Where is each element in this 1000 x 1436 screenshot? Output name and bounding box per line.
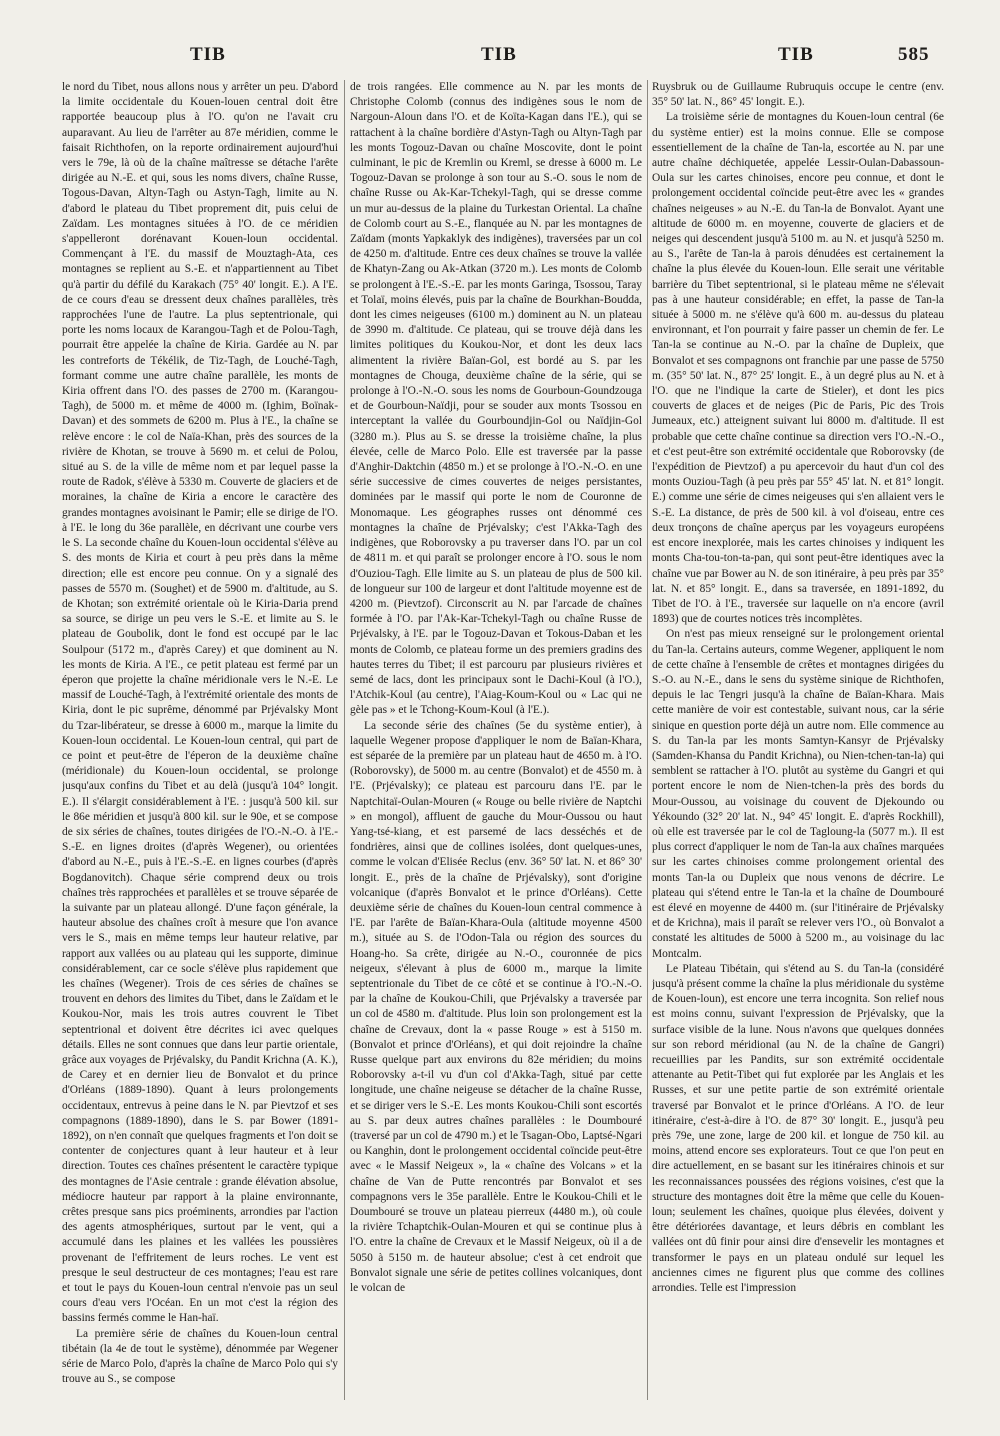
column-divider bbox=[344, 80, 345, 1400]
text-column-2 bbox=[350, 80, 642, 1405]
running-head-left: TIB bbox=[190, 44, 226, 65]
page-number: 585 bbox=[898, 44, 930, 65]
paragraph: le nord du Tibet, nous allons nous y arrêter un peu. D'abord la limite occidentale du Kouen-louen central doit être rapportée beaucoup plus à l'O. qu'on ne l'avait cru auparavant. Au lieu de l'arrêter au 87e méridien, comme le faisait Richthofen, on la reporte ordinairement aujourd'hui vers le 79e, là où de la chaîne maîtresse se détache l'arête dirigée au N.-E. et qui, sous les noms divers, chaîne Russe, Togous-Davan, Altyn-Tagh ou Astyn-Tagh, limite au N. d'abord le plateau du Tibet proprement dit, puis celui de Zaïdam. Les montagnes situées à l'O. de ce méridien s'appelleront dorénavant Kouen-loun occidental. Commençant à l'E. du massif de Mouztagh-Ata, ces montagnes se replient au S.-E. et n'appartiennent au Tibet qu'à partir du défilé du Karakach (75° 40' longit. E.). A l'E. de ce cours d'eau se dressent deux chaînes parallèles, très rapprochées l'une de l'autre. La plus septentrionale, qui porte les noms locaux de Karangou-Tagh et de Polou-Tagh, pourrait être appelée la chaîne de Kiria. Gardée au N. par les contreforts de Tékélik, de Tiz-Tagh, de Louché-Tagh, formant comme une autre chaîne parallèle, les monts de Kiria offrent dans l'O. des passes de 2700 m. (Karangou-Tagh), de 5000 m. et même de 4000 m. (Ighim, Boïnak-Davan) et des sommets de 6200 m. Plus à l'E., la chaîne se relève encore : le col de Naïa-Khan, près des sources de la rivière de Khotan, se trouve à 5690 m. et celui de Polou, situé au S. de la ville de même nom et par lequel passe la route de Radok, s'élève à 5330 m. Couverte de glaciers et de moraines, la chaîne de Kiria a encore le caractère des grandes montagnes avoisinant le Pamir; elle se dirige de l'O. à l'E. le long du 36e parallèle, en décrivant une courbe vers le S. La seconde chaîne du Kouen-loun occidental s'élève au S. des monts de Kiria et court à peu près dans la même direction; elle est encore peu connue. On y a signalé des passes de 5570 m. (Soughet) et de 5900 m. d'altitude, au S. de Khotan; son extrémité orientale où le Kiria-Daria prend sa source, se dirige un peu vers le S.-E. et limite au S. le plateau de Goubolik, dont le fond est occupé par le lac Soulpour (5172 m., d'après Carey) et que dominent au N. les monts de Kiria. A l'E., ce petit plateau est fermé par un éperon que projette la chaîne méridionale vers le N.-E. Le massif de Louché-Tagh, à l'extrémité orientale des monts de Kiria, dont le pic suprême, dénommé par Prjévalsky Mont du Tzar-libérateur, se dresse à 6000 m., marque la limite du Kouen-loun occidental. Le Kouen-loun central, qui part de ce point et peut-être de l'éperon de la deuxième chaîne (méridionale) du Kouen-loun occidental, se prolonge jusqu'aux confins du Tibet et au delà (jusqu'à 104° longit. E.). Il s'élargit considérablement à l'E. : jusqu'à 500 kil. sur le 86e méridien et jusqu'à 800 kil. sur le 90e, et se compose de six séries de chaînes, toutes dirigées de l'O.-N.-O. à l'E.-S.-E. en lignes droites (d'après Wegener), ou orientées d'abord au N.-E., puis à l'E.-S.-E. en lignes courbes (d'après Bogdanovitch). Chaque série comprend deux ou trois chaînes très rapprochées et parallèles et se trouve séparée de la suivante par un plateau allongé. D'une façon générale, la hauteur absolue des chaînes croît à mesure que l'on avance vers le S., mais en même temps leur hauteur relative, par rapport aux vallées ou au plateau qui les supporte, diminue considérablement, car ce socle s'élève plus rapidement que les chaînes (Wegener). Trois de ces séries de chaînes se trouvent en dehors des limites du Tibet, dans le Zaïdam et le Koukou-Nor, mais les trois autres couvrent le Tibet septentrional et doivent être décrites ici avec quelques détails. Elles ne sont connues que dans leur partie orientale, grâce aux voyages de Prjévalsky, du Pandit Krichna (A. K.), de Carey et en dernier lieu de Bonvalot et du prince d'Orléans (1889-1890). Quant à leurs prolongements occidentaux, entrevus à peine dans le N. par Pievtzof et ses compagnons (1889-1890), dans le S. par Bower (1891-1892), on n'en connaît que quelques fragments et l'on doit se contenter de conjectures quant à leur hauteur et à leur direction. Toutes ces chaînes présentent le caractère typique des montagnes de l'Asie centrale : grande élévation absolue, médiocre hauteur par rapport à la plaine environnante, crêtes presque sans pics proéminents, arrondies par l'action des agents atmosphériques, surtout par le vent, qui a accumulé dans les plaines et les vallées les poussières provenant de l'effritement de leurs roches. Le vent est presque le seul destructeur de ces montagnes; l'eau est rare et tout le pays du Kouen-loun central n'envoie pas un seul cours d'eau vers l'Océan. En un mot c'est la région des bassins fermés comme le Han-haï. bbox=[62, 81, 338, 1325]
paragraph: La troisième série de montagnes du Kouen-loun central (6e du système entier) est la moins connue. Elle se compose essentiellement de la chaîne de Tan-la, escortée au N. par une autre chaîne déchiquetée, appelée Lessir-Oulan-Dabassoun-Oula sur les cartes chinoises, encore peu connue, et dont le prolongement occidental coïncide peut-être avec les « grandes chaînes neigeuses » au N.-E. du Tan-la de Bonvalot. Ayant une altitude de 6000 m. en moyenne, couverte de glaciers et de neiges qui descendent jusqu'à 5100 m. au N. et jusqu'à 5250 m. au S., l'arête de Tan-la à parois dénudées est certainement la chaîne la plus élevée du Kouen-loun. Elle serait une véritable barrière du Tibet septentrional, si le plateau même ne s'élevait pas à une hauteur considérable; en effet, la passe de Tan-la située à 5000 m. ne s'élève qu'à 600 m. au-dessus du plateau environnant, et l'on pourrait y faire passer un chemin de fer. Le Tan-la se continue au N.-O. par la chaîne de Dupleix, que Bonvalot et ses compagnons ont franchie par une passe de 5750 m. (35° 50' lat. N., 87° 25' longit. E., à un degré plus au N. et à l'O. que ne l'indique la carte de Stieler), et dont les pics couverts de glaces et de neiges (Pic de Paris, Pic des Trois Jumeaux, etc.) atteignent suivant lui 8000 m. d'altitude. Il est probable que cette chaîne continue sa direction vers l'O.-N.-O., et c'est peut-être son extrémité occidentale que Roborovsky (de l'expédition de Pievtzof) a pu apercevoir du haut d'un col des monts Ouziou-Tagh (à peu près par 55° 45' lat. N. et 81° longit. E.) comme une série de cimes neigeuses qui s'en allaient vers le S.-E. La distance, de près de 500 kil. à vol d'oiseau, entre ces deux tronçons de chaîne aperçus par les voyageurs européens est encore inexplorée, mais les cartes chinoises y indiquent les monts Cha-tou-ton-ta-pan, qui sont peut-être identiques avec la chaîne vue par Bower au N. de son itinéraire, à peu près par 35° lat. N. et 85° longit. E., dans sa traversée, en 1891-1892, du Tibet de l'O. à l'E., traversée sur laquelle on n'a encore (avril 1893) que de courtes notices très incomplètes. bbox=[652, 111, 944, 626]
running-head-center: TIB bbox=[481, 44, 517, 65]
paragraph: La seconde série des chaînes (5e du système entier), à laquelle Wegener propose d'appliquer le nom de Baïan-Khara, est séparée de la première par un plateau haut de 4650 m. à l'O. (Roborovsky), de 5000 m. au centre (Bonvalot) et de 4550 m. à l'E. (Prjévalsky); ce plateau est parcouru dans l'E. par le Naptchitaï-Oulan-Mouren (« Rouge ou belle rivière de Naptchi » en mongol), affluent de gauche du Mour-Oussou ou haut Yang-tsé-kiang, et est parsemé de lacs desséchés et de fondrières, ainsi que de collines isolées, dont quelques-unes, comme le volcan d'Elisée Reclus (env. 36° 50' lat. N. et 86° 30' longit. E., près de la chaîne de Prjévalsky), sont d'origine volcanique (d'après Bonvalot et le prince d'Orléans). Cette deuxième série de chaînes du Kouen-loun central commence à l'E. par l'arête de Baïan-Khara-Oula (altitude moyenne 4500 m.), située au S. de l'Odon-Tala ou région des sources du Hoang-ho. Sa crête, dirigée au N.-O., couronnée de pics neigeux, s'élevant à plus de 6000 m., marque la limite septentrionale du Tibet de ce côté et se continue à l'O.-N.-O. par la chaîne de Koukou-Chili, que Prjévalsky a traversée par un col de 4580 m. d'altitude. Plus loin son prolongement est la chaîne de Crevaux, dont la « passe Rouge » est à 5150 m. (Bonvalot et prince d'Orléans), et qui doit rejoindre la chaîne Russe quelque part aux environs du 82e méridien; du moins Roborovsky a-t-il vu d'un col d'Akka-Tagh, situé par cette longitude, une chaîne neigeuse se détacher de la chaîne Russe, et se diriger vers le S.-E. Les monts Koukou-Chili sont escortés au S. par deux autres chaînes parallèles : le Doumbouré (traversé par un col de 4790 m.) et le Tsagan-Obo, Laptsé-Ngari ou Kanghin, dont le prolongement occidental coïncide peut-être avec « le Massif Neigeux », la « chaîne des Volcans » et la chaîne de Van de Putte rencontrés par Bonvalot et ses compagnons vers le 35e parallèle. Entre le Koukou-Chili et le Doumbouré se trouve un plateau pierreux (4480 m.), où coule la rivière Tchaptchik-Oulan-Mouren et qui se continue plus à l'O. entre la chaîne de Crevaux et le Massif Neigeux, où il a de 5050 à 5150 m. de hauteur absolue; c'est à cet endroit que Bonvalot signale une série de petites collines volcaniques, dont le volcan de bbox=[350, 719, 642, 1295]
paragraph: On n'est pas mieux renseigné sur le prolongement oriental du Tan-la. Certains auteurs, comme Wegener, appliquent le nom de cette chaîne à l'ensemble de crêtes et montagnes dirigées du S.-O. au N.-E., dans le sens du système sinique de Richthofen, depuis le lac Tengri jusqu'à la chaîne de Baïan-Khara. Mais cette manière de voir est contestable, suivant nous, car la série sinique en question porte déjà un autre nom. Elle commence au S. du Tan-la par les monts Samtyn-Kansyr de Prjévalsky (Samden-Khansa du Pandit Krichna), ou Nien-tchen-tan-la) qui semblent se rattacher à l'O. plutôt au système du Gangri et qui portent encore le nom de Nien-tchen-la près des bords du Mour-Oussou, au voisinage du couvent de Djekoundo ou Yékoundo (32° 20' lat. N., 94° 45' longit. E. d'après Rockhill), où elle est traversée par le col de Tagloung-la (5077 m.). Il est plus correct d'appliquer le nom de Tan-la aux chaînes marquées sur les cartes chinoises comme prolongement oriental des monts Tan-la ou Dupleix que nous venons de décrire. Le plateau qui s'étend entre le Tan-la et la chaîne de Doumbouré est élevé en moyenne de 4400 m. (sur l'itinéraire de Prjévalsky et de Krichna), mais il paraît se relever vers l'O., où Bonvalot a constaté les altitudes de 5000 à 5200 m., au voisinage du lac Montcalm. bbox=[652, 628, 944, 960]
paragraph: Ruysbruk ou de Guillaume Rubruquis occupe le centre (env. 35° 50' lat. N., 86° 45' longit. E.). bbox=[652, 81, 944, 109]
text-column-3 bbox=[652, 80, 944, 1405]
paragraph: Le Plateau Tibétain, qui s'étend au S. du Tan-la (considéré jusqu'à présent comme la chaîne la plus méridionale du système de Kouen-loun), est encore une terra incognita. Son relief nous est moins connu, suivant l'expression de Prjévalsky, que la surface visible de la lune. Nous n'avons que quelques données sur son rebord méridional (au N. de la chaîne de Gangri) recueillies par les Pandits, sur son extrémité occidentale attenante au Petit-Tibet qui fut explorée par les Anglais et les Russes, et sur une petite partie de son extrémité orientale traversé par Bonvalot et le prince d'Orléans. A l'O. de leur itinéraire, c'est-à-dire à l'O. de 87° 30' longit. E., jusqu'à peu près 79e, une zone, large de 200 kil. et longue de 750 kil. au moins, attend encore ses explorateurs. Tout ce que l'on peut en dire actuellement, en se basant sur les itinéraires chinois et sur les reconnaissances poussées des régions voisines, c'est que la structure des montagnes doit être la même que celle du Kouen-loun; seulement les chaînes, quoique plus élevées, doivent y être détériorées davantage, et leurs débris en comblant les vallées ont dû finir pour ainsi dire d'ensevelir les montagnes et transformer le pays en un plateau ondulé sur lequel les anciennes cimes ne figurent plus que comme des collines arrondies. Telle est l'impression bbox=[652, 962, 944, 1295]
column-divider bbox=[647, 80, 648, 1400]
running-head-right: TIB bbox=[778, 44, 814, 65]
paragraph: La première série de chaînes du Kouen-loun central tibétain (la 4e de tout le système), dénommée par Wegener série de Marco Polo, d'après la chaîne de Marco Polo qui s'y trouve au S., se compose bbox=[62, 1327, 338, 1386]
paragraph: de trois rangées. Elle commence au N. par les monts de Christophe Colomb (connus des indigènes sous le nom de Nargoun-Aloun dans l'O. et de Koïta-Kagan dans l'E.), qui se rattachent à la chaîne bordière d'Astyn-Tagh ou Altyn-Tagh par les monts Togouz-Davan ou chaîne Moscovite, dont le point culminant, le pic de Kremlin ou Kreml, se dresse à 6000 m. Le Togouz-Davan se prolonge à son tour au S.-O. sous le nom de chaîne Russe ou Ak-Kar-Tchekyl-Tagh, qui se dresse comme un mur au-dessus de la plaine du Turkestan Oriental. La chaîne de Colomb court au S.-E., flanquée au N. par les montagnes de Zaïdam (monts Yapkaklyk des indigènes), traversées par un col de 4250 m. d'altitude. Entre ces deux chaînes se trouve la vallée de Khatyn-Zang ou Ak-Atkan (3720 m.). Les monts de Colomb se prolongent à l'E.-S.-E. par les monts Garinga, Tsossou, Taray et Tolaï, moins élevés, puis par la chaîne de Bourkhan-Boudda, dont les cimes neigeuses (6100 m.) dominent au N. un plateau de 3990 m. d'altitude. Ce plateau, qui se trouve déjà dans les limites politiques du Koukou-Nor, et dont les deux lacs alimentent la rivière Baïan-Gol, est bordé au S. par les montagnes de Chouga, deuxième chaîne de la série, qui se prolonge à l'O.-N.-O. sous les noms de Gourboun-Goundzouga et de Gourboun-Naïdji, pour se souder aux monts Tsossou en interceptant la vallée du Gourboundjin-Gol ou Naïdjin-Gol (3280 m.). Plus au S. se dresse la troisième chaîne, la plus élevée, celle de Marco Polo. Elle est traversée par la passe d'Anghir-Daktchin (4850 m.) et se prolonge à l'O.-N.-O. en une série successive de cimes couvertes de neiges persistantes, dominées par le massif qui porte le nom de Couronne de Monomaque. Les géographes russes ont dénommé ces montagnes la chaîne de Prjévalsky; c'est l'Akka-Tagh des indigènes, que Roborovsky a pu traverser dans l'O. par un col de 4811 m. et qui paraît se prolonger encore à l'O. sous le nom d'Ouziou-Tagh. Elle limite au S. un plateau de plus de 500 kil. de longueur sur 100 de largeur et dont l'altitude moyenne est de 4200 m. (Pievtzof). Circonscrit au N. par l'arcade de chaînes formée à l'O. par l'Ak-Kar-Tchekyl-Tagh ou chaîne Russe de Prjévalsky, à l'E. par le Togouz-Davan et Tokous-Daban et les monts de Colomb, ce plateau forme un des premiers gradins des hautes terres du Tibet; il est parcouru par plusieurs rivières et semé de lacs, dont les principaux sont le Dachi-Koul (à l'O.), l'Atchik-Koul (au centre), l'Aiag-Koum-Koul ou « Lac qui ne gèle pas » et le Tchong-Koum-Koul (à l'E.). bbox=[350, 81, 642, 717]
text-column-1 bbox=[62, 80, 338, 1405]
